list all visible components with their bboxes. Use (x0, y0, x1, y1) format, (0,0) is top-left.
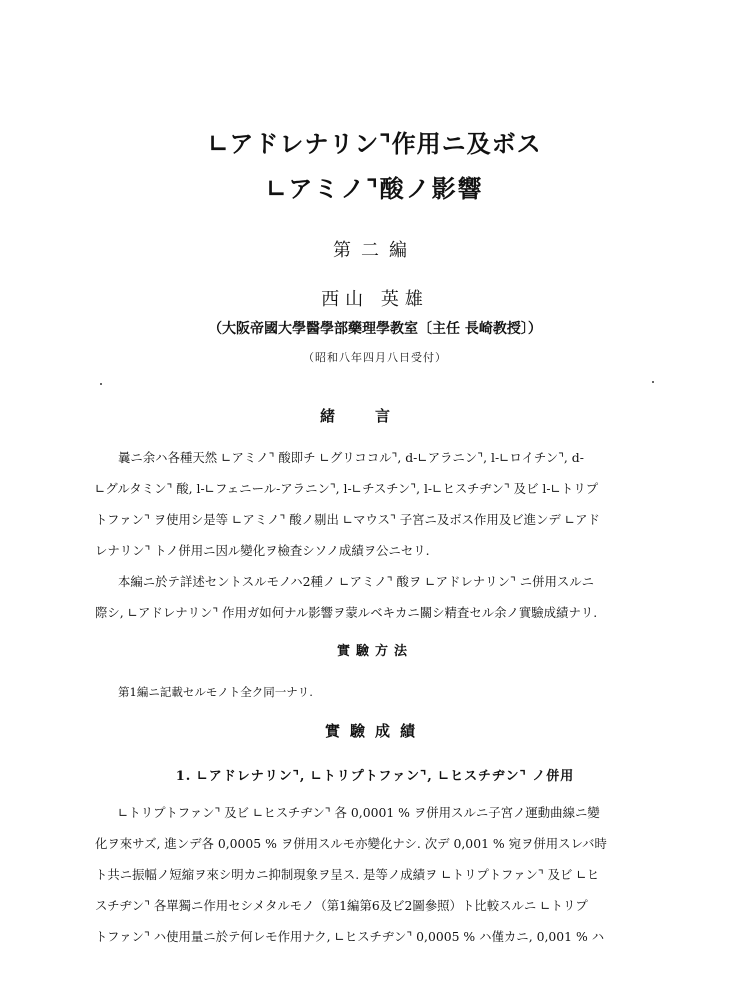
results-paragraph-line: トファン⌝ ハ使用量ニ於テ何レモ作用ナク, ∟ヒスチヂン⌝ 0,0005 % ハ僅カニ, 0,001 % ハ (95, 929, 605, 944)
speck (652, 381, 654, 383)
received-date: （昭和八年四月八日受付） (303, 351, 447, 364)
article-title-line-1: ∟アドレナリン⌝作用ニ及ボス (208, 129, 542, 158)
intro-paragraph-line: レナリン⌝ トノ併用ニ因ル變化ヲ檢査シソノ成績ヲ公ニセリ. (95, 543, 430, 558)
results-paragraph-line: ト共ニ振幅ノ短縮ヲ來シ明カニ抑制現象ヲ呈ス. 是等ノ成績ヲ ∟トリプトファン⌝ 及ビ ∟ヒ (95, 867, 600, 882)
method-text: 第1編ニ記載セルモノト全ク同一ナリ. (118, 685, 313, 699)
speck (100, 383, 102, 385)
author-name: 西山 英雄 (321, 289, 429, 310)
method-heading: 實驗方法 (336, 644, 413, 659)
results-paragraph-line: ∟トリプトファン⌝ 及ビ ∟ヒスチヂン⌝ 各 0,0001 % ヲ併用スルニ子宮ノ運動曲線ニ變 (118, 805, 600, 820)
intro-paragraph-line: トファン⌝ ヲ使用シ是等 ∟アミノ⌝ 酸ノ剔出 ∟マウス⌝ 子宮ニ及ボス作用及ビ進ンデ ∟アド (95, 512, 600, 527)
author-affiliation: （大阪帝國大學醫學部藥理學教室〔主任 長崎教授〕） (208, 321, 542, 337)
intro-paragraph-line: 曩ニ余ハ各種天然 ∟アミノ⌝ 酸即チ ∟グリココル⌝, d-∟アラニン⌝, l-∟ロイチン⌝, d- (118, 450, 584, 465)
results-heading: 實驗成績 (324, 722, 425, 740)
intro-paragraph-line: ∟グルタミン⌝ 酸, l-∟フェニール-アラニン⌝, l-∟チスチン⌝, l-∟ヒスチヂン⌝ 及ビ l-∟トリプ (95, 481, 599, 496)
results-paragraph-line: 化ヲ來サズ, 進ンデ各 0,0005 % ヲ併用スルモ亦變化ナシ. 次デ 0,001 % 宛ヲ併用スレバ時 (95, 836, 607, 851)
intro-heading: 緒言 (319, 407, 430, 425)
intro-paragraph-line: 際シ, ∟アドレナリン⌝ 作用ガ如何ナル影響ヲ蒙ルベキカニ關シ精査セル余ノ實驗成績ナリ. (95, 605, 598, 620)
part-label: 第二編 (333, 240, 417, 261)
article-title-line-2: ∟アミノ⌝酸ノ影響 (266, 174, 484, 203)
results-paragraph-line: スチヂン⌝ 各單獨ニ作用セシメタルモノ（第1編第6及ビ2圖參照）ト比較スルニ ∟トリプ (95, 898, 588, 913)
results-subheading: 1. ∟アドレナリン⌝, ∟トリプトファン⌝, ∟ヒスチヂン⌝ ノ併用 (175, 769, 575, 784)
intro-paragraph-line: 本編ニ於テ詳述セントスルモノハ2種ノ ∟アミノ⌝ 酸ヲ ∟アドレナリン⌝ ニ併用スルニ (118, 574, 595, 589)
